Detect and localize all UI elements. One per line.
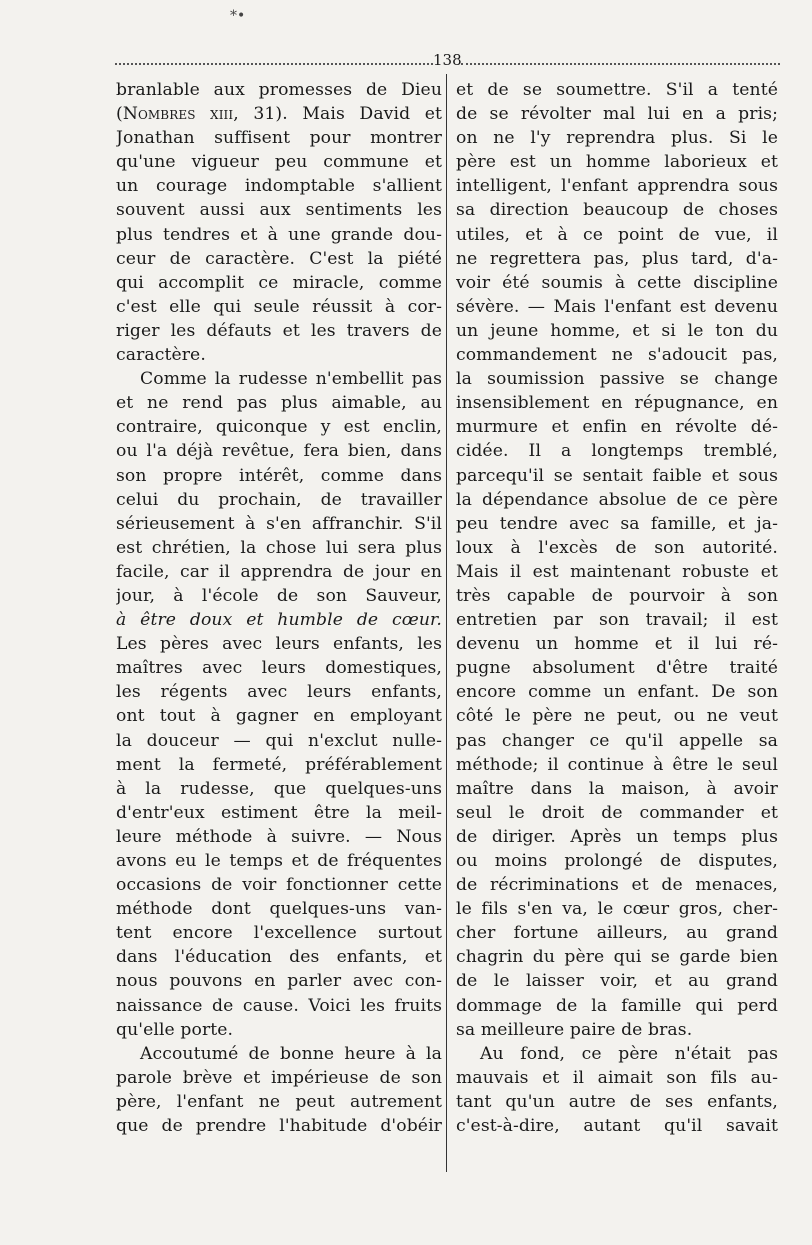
text-line: de le laisser voir, et au grand: [456, 971, 778, 992]
text-line: parole brève et impérieuse de son: [116, 1067, 442, 1088]
text-line: un jeune homme, et si le ton du: [456, 320, 778, 341]
text-line: maître dans la maison, à avoir: [456, 778, 778, 799]
page-number: 138: [433, 51, 462, 69]
text-line: parcequ'il se sentait faible et sous: [456, 465, 778, 486]
text-line: méthode; il continue à être le seul: [456, 754, 778, 775]
text-line: celui du prochain, de travailler: [116, 489, 442, 510]
column-divider: [446, 74, 447, 1172]
text-line: contraire, quiconque y est enclin,: [116, 417, 442, 438]
text-line: la douceur — qui n'exclut nulle-: [116, 730, 442, 751]
text-line: la dépendance absolue de ce père: [456, 489, 778, 510]
text-line: facile, car il apprendra de jour en: [116, 561, 442, 582]
text-line: sérieusement à s'en affranchir. S'il: [116, 513, 442, 534]
text-line: jour, à l'école de son Sauveur,: [116, 585, 442, 606]
text-line: côté le père ne peut, ou ne veut: [456, 706, 778, 727]
text-line: riger les défauts et les travers de: [116, 320, 442, 341]
header-rule-right: [461, 63, 780, 65]
text-line: et ne rend pas plus aimable, au: [116, 393, 442, 414]
text-line: d'entr'eux estiment être la meil-: [116, 802, 442, 823]
text-line: chagrin du père qui se garde bien: [456, 947, 778, 968]
text-line: sa meilleure paire de bras.: [456, 1019, 693, 1040]
text-line: avons eu le temps et de fréquentes: [116, 851, 442, 871]
text-line: utiles, et à ce point de vue, il: [456, 224, 778, 245]
text-line: père est un homme laborieux et: [456, 152, 778, 173]
text-line: maîtres avec leurs domestiques,: [116, 658, 442, 679]
text-line: Mais il est maintenant robuste et: [456, 561, 778, 582]
text-line: qu'elle porte.: [116, 1019, 234, 1040]
text-line: un courage indomptable s'allient: [116, 176, 442, 197]
text-line: loux à l'excès de son autorité.: [456, 537, 778, 558]
text-line: que de prendre l'habitude d'obéir: [116, 1116, 442, 1137]
text-line: ou moins prolongé de disputes,: [456, 851, 778, 871]
text-line: leure méthode à suivre. — Nous: [116, 826, 442, 847]
text-line: ont tout à gagner en employant: [116, 706, 442, 727]
text-line: naissance de cause. Voici les fruits: [116, 995, 442, 1016]
text-line: c'est elle qui seule réussit à cor-: [116, 296, 442, 317]
text-line: nous pouvons en parler avec con-: [116, 971, 442, 992]
text-line: intelligent, l'enfant apprendra sous: [456, 176, 778, 197]
text-line: dommage de la famille qui perd: [456, 995, 778, 1016]
text-line: sévère. — Mais l'enfant est devenu: [456, 296, 778, 317]
text-line: encore comme un enfant. De son: [456, 682, 778, 703]
text-line: cidée. Il a longtemps tremblé,: [456, 441, 778, 462]
text-line: (Nombres xiii, 31). Mais David et: [116, 104, 442, 125]
text-line: entretien par son travail; il est: [456, 610, 778, 631]
text-line: insensiblement en répugnance, en: [456, 393, 778, 414]
text-line: père, l'enfant ne peut autrement: [116, 1091, 442, 1112]
text-line: caractère.: [116, 345, 206, 366]
text-line: de récriminations et de menaces,: [456, 875, 778, 896]
ink-speck: *•: [230, 8, 246, 24]
text-line: Jonathan suffisent pour montrer: [116, 128, 442, 149]
page-header: [115, 50, 780, 70]
text-line: souvent aussi aux sentiments les: [116, 200, 442, 221]
text-line: est chrétien, la chose lui sera plus: [116, 537, 442, 558]
text-line: murmure et enfin en révolte dé-: [456, 417, 778, 438]
text-line: à la rudesse, que quelques-uns: [116, 778, 442, 799]
text-line: pas changer ce qu'il appelle sa: [456, 730, 778, 751]
text-line: mauvais et il aimait son fils au-: [456, 1067, 778, 1088]
text-line: voir été soumis à cette discipline: [456, 272, 778, 293]
text-line: ceur de caractère. C'est la piété: [116, 248, 442, 269]
text-line: de diriger. Après un temps plus: [456, 826, 778, 847]
right-text-column: [456, 78, 778, 1138]
text-line: c'est-à-dire, autant qu'il savait: [456, 1116, 778, 1137]
text-line: la soumission passive se change: [456, 369, 778, 390]
text-line: son propre intérêt, comme dans: [116, 465, 442, 486]
text-line: plus tendres et à une grande dou-: [116, 224, 442, 245]
left-text-column: [116, 78, 442, 1138]
text-line: le fils s'en va, le cœur gros, cher-: [456, 899, 778, 920]
text-line: Accoutumé de bonne heure à la: [140, 1043, 442, 1064]
text-line: occasions de voir fonctionner cette: [116, 875, 442, 896]
reference-smallcaps: Nombres xiii: [122, 104, 234, 125]
text-line: méthode dont quelques-uns van-: [116, 899, 442, 920]
text-line: de se révolter mal lui en a pris;: [456, 104, 778, 125]
text-line: tant qu'un autre de ses enfants,: [456, 1091, 778, 1112]
text-line: commandement ne s'adoucit pas,: [456, 345, 778, 366]
text-line: à être doux et humble de cœur.: [116, 610, 442, 631]
text-line: ou l'a déjà revêtue, fera bien, dans: [116, 441, 442, 462]
text-line: ne regrettera pas, plus tard, d'a-: [456, 248, 778, 269]
text-line: dans l'éducation des enfants, et: [116, 947, 442, 968]
text-line: les régents avec leurs enfants,: [116, 682, 442, 703]
text-line: Comme la rudesse n'embellit pas: [140, 369, 442, 390]
text-line: très capable de pourvoir à son: [456, 585, 778, 606]
text-line: Au fond, ce père n'était pas: [480, 1043, 778, 1064]
text-line: pugne absolument d'être traité: [456, 658, 778, 679]
text-line: et de se soumettre. S'il a tenté: [456, 80, 778, 100]
text-line: peu tendre avec sa famille, et ja-: [456, 513, 778, 534]
text-line: ment la fermeté, préférablement: [116, 754, 442, 775]
text-line: seul le droit de commander et: [456, 802, 778, 823]
text-line: qui accomplit ce miracle, comme: [116, 272, 442, 293]
text-line: sa direction beaucoup de choses: [456, 200, 778, 221]
header-rule-left: [115, 63, 433, 65]
text-line: branlable aux promesses de Dieu: [116, 80, 442, 100]
text-line: tent encore l'excellence surtout: [116, 923, 442, 944]
text-line: qu'une vigueur peu commune et: [116, 152, 442, 173]
text-line: devenu un homme et il lui ré-: [456, 634, 778, 655]
text-line: on ne l'y reprendra plus. Si le: [456, 128, 778, 149]
text-line: Les pères avec leurs enfants, les: [116, 634, 442, 655]
text-line: cher fortune ailleurs, au grand: [456, 923, 778, 944]
